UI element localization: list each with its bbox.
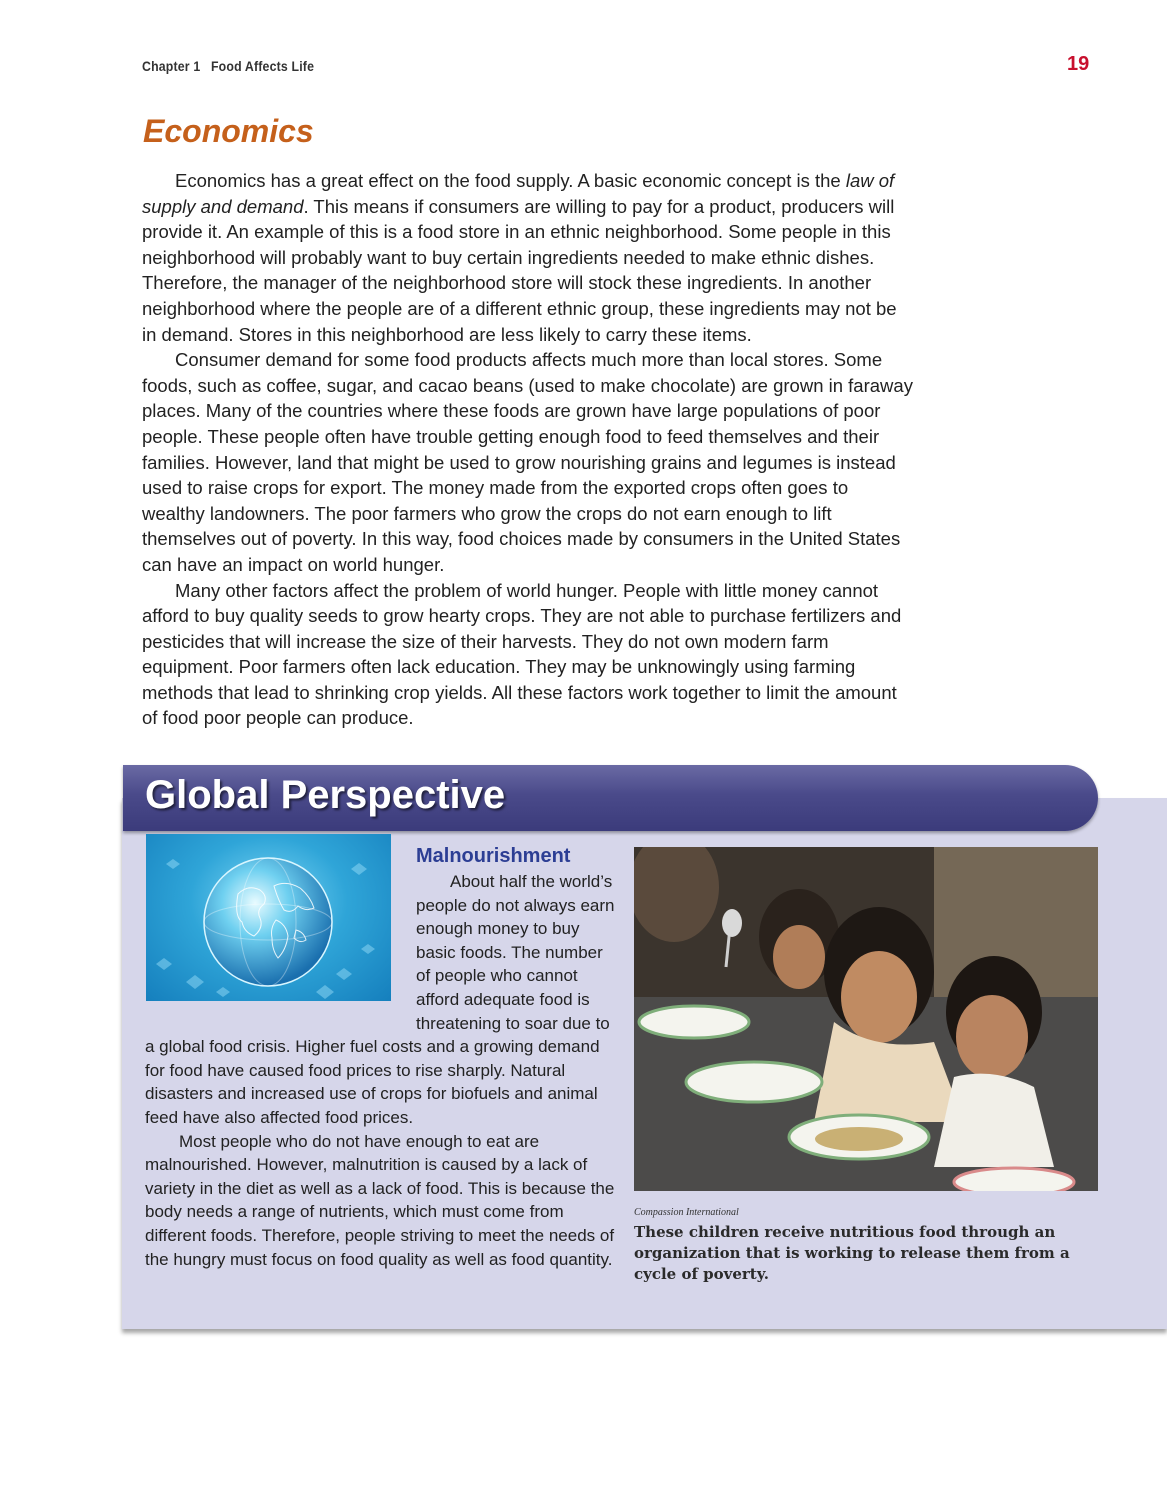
emphasis-term: law of supply and demand [142, 170, 895, 217]
paragraph-text: Economics has a great effect on the food supply. A basic economic concept is the [175, 170, 846, 191]
running-header [142, 58, 314, 74]
photo-caption: These children receive nutritious food through an organization that is working to release them from a cycle of poverty. [634, 1223, 1070, 1283]
global-perspective-title: Global Perspective [145, 773, 506, 817]
photo-credit: Compassion International [634, 1207, 739, 1218]
feature-heading: Malnourishment [416, 845, 571, 867]
chapter-title: Food Affects Life [210, 58, 315, 74]
chapter-label: Chapter 1 [142, 58, 201, 74]
paragraph: About half the world’s people do not always earn enough money to buy basic foods. The number of people who cannot afford adequate food is threatening to soar due to a global food crisis. Higher fuel costs and a growing demand for food have caused food prices to rise sharply. Natural disasters and increased use of crops for biofuels and animal feed have also affected food prices. [145, 872, 615, 1127]
economics-body [142, 168, 914, 731]
paragraph-text: . This means if consumers are willing to pay for a product, producers will provide it. An example of this is a food store in an ethnic neighborhood. Some people in this neighborhood will probably want to buy certain ingredients needed to make ethnic dishes. Therefore, the manager of the neighborhood store will stock these ingredients. In another neighborhood where the people are of a different ethnic group, these ingredients may not be in demand. Stores in this neighborhood are less likely to carry these items. [142, 195, 897, 345]
paragraph: Most people who do not have enough to eat are malnourished. However, malnutrition is caused by a lack of variety in the diet as well as a lack of food. This is because the body needs a range of nutrients, which must come from different foods. Therefore, people striving to meet the needs of the hungry must focus on food quality as well as food quantity. [145, 1131, 615, 1269]
paragraph [142, 168, 914, 347]
page-number: 19 [1067, 53, 1090, 75]
children-photo [634, 847, 1098, 1191]
malnourishment-body [145, 870, 615, 1271]
paragraph: Consumer demand for some food products affects much more than local stores. Some foods, such as coffee, sugar, and cacao beans (used to make chocolate) are grown in faraway places. Many of the countries where these foods are grown have large populations of poor people. These people often have trouble getting enough food to feed themselves and their families. However, land that might be used to grow nourishing grains and legumes is instead used to raise crops for export. The money made from the exported crops often goes to wealthy landowners. The poor farmers who grow the crops do not earn enough to lift themselves out of poverty. In this way, food choices made by consumers in the United States can have an impact on world hunger. [142, 349, 913, 575]
section-heading-economics: Economics [143, 113, 314, 149]
paragraph: Many other factors affect the problem of world hunger. People with little money cannot afford to buy quality seeds to grow hearty crops. They are not able to purchase fertilizers and pesticides that will increase the size of their harvests. They do not own modern farm equipment. Poor farmers often lack education. They may be unknowingly using farming methods that lead to shrinking crop yields. All these factors work together to limit the amount of food poor people can produce. [142, 579, 902, 729]
